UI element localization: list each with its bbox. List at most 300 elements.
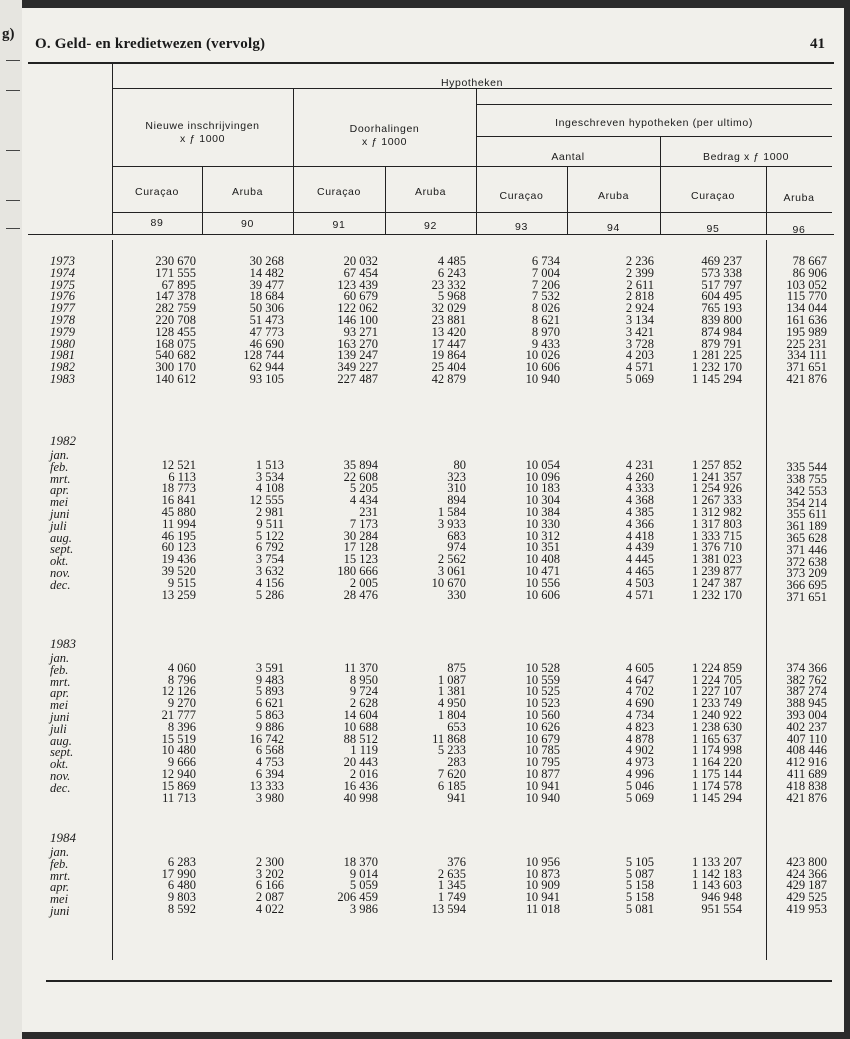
table-cell-c91: 60 679 — [343, 289, 378, 304]
row-label: juni — [50, 904, 70, 918]
table-cell-c96: 86 906 — [792, 265, 827, 280]
page-number: 41 — [810, 36, 825, 52]
table-cell-c90: 4 022 — [255, 902, 284, 916]
table-cell-c90: 16 742 — [249, 731, 284, 746]
table-cell-c93: 10 873 — [525, 866, 560, 881]
row-label: apr. — [50, 483, 70, 498]
table-cell-c90: 6 394 — [255, 767, 284, 781]
table-cell-c96: 354 214 — [786, 495, 827, 510]
col-number: 93 — [515, 221, 528, 233]
table-cell-c95: 573 338 — [701, 265, 742, 280]
table-cell-c89: 12 126 — [161, 684, 196, 699]
table-cell-c94: 2 818 — [625, 289, 654, 304]
table-cell-c95: 1 133 207 — [692, 854, 742, 869]
table-cell-c94: 3 728 — [625, 336, 654, 351]
row-label: mrt. — [50, 674, 71, 689]
table-cell-c96: 419 953 — [786, 902, 827, 916]
table-cell-c92: 1 749 — [437, 890, 466, 905]
table-cell-c94: 3 421 — [625, 324, 654, 339]
table-cell-c93: 7 004 — [531, 265, 560, 280]
table-cell-c90: 47 773 — [249, 324, 284, 339]
table-cell-c94: 4 333 — [625, 481, 654, 496]
table-cell-c96: 161 636 — [786, 313, 827, 327]
table-cell-c95: 839 800 — [701, 313, 742, 327]
table-cell-c91: 11 370 — [344, 660, 378, 675]
top-rule — [28, 62, 834, 64]
table-cell-c93: 10 877 — [525, 767, 560, 781]
table-cell-c91: 16 436 — [343, 778, 378, 793]
table-cell-c89: 13 259 — [161, 587, 196, 602]
table-cell-c90: 62 944 — [249, 360, 284, 375]
table-cell-c95: 1 240 922 — [692, 708, 742, 722]
table-cell-c93: 10 626 — [525, 719, 560, 734]
header-rule — [112, 166, 832, 167]
table-cell-c95: 765 193 — [701, 301, 742, 316]
table-cell-c91: 2 628 — [349, 696, 378, 711]
table-cell-c93: 10 785 — [525, 743, 560, 758]
table-cell-c90: 14 482 — [249, 265, 284, 280]
table-cell-c93: 10 560 — [525, 708, 560, 722]
row-label: mei — [50, 892, 69, 907]
table-cell-c92: 4 950 — [437, 696, 466, 711]
table-cell-c92: 25 404 — [431, 360, 466, 375]
table-cell-c92: 1 345 — [437, 878, 466, 893]
table-cell-c90: 1 513 — [255, 457, 284, 472]
table-cell-c89: 18 773 — [161, 481, 196, 496]
table-cell-c94: 5 081 — [625, 902, 654, 916]
table-cell-c93: 10 351 — [525, 540, 560, 555]
table-cell-c92: 875 — [447, 660, 466, 675]
table-cell-c96: 338 755 — [786, 471, 827, 486]
table-cell-c89: 9 803 — [167, 890, 196, 905]
row-label: 1982 — [50, 360, 75, 375]
stub-divider-body — [112, 240, 113, 960]
table-cell-c93: 10 384 — [525, 505, 560, 519]
table-cell-c89: 67 895 — [161, 277, 196, 292]
col-header-curacao: Curaçao — [135, 186, 179, 198]
table-cell-c90: 4 156 — [255, 575, 284, 590]
row-group-year: 1982 — [50, 433, 76, 448]
table-cell-c95: 1 376 710 — [692, 540, 742, 555]
table-cell-c93: 10 304 — [525, 493, 560, 508]
table-cell-c94: 4 690 — [625, 696, 654, 711]
table-cell-c96: 115 770 — [786, 289, 827, 304]
table-cell-c91: 4 434 — [349, 493, 378, 508]
table-cell-c96: 361 189 — [786, 519, 827, 534]
column-divider-body — [766, 240, 767, 960]
row-label: nov. — [50, 566, 71, 580]
table-cell-c96: 387 274 — [786, 684, 827, 699]
table-cell-c92: 1 804 — [437, 708, 466, 722]
table-cell-c92: 32 029 — [431, 301, 466, 316]
table-cell-c92: 2 635 — [437, 866, 466, 881]
table-cell-c92: 653 — [447, 719, 466, 734]
row-label: mei — [50, 698, 69, 713]
table-cell-c95: 1 164 220 — [692, 755, 742, 770]
table-cell-c92: 23 332 — [431, 277, 466, 292]
table-cell-c95: 879 791 — [701, 336, 742, 351]
header-hypotheken: Hypotheken — [440, 77, 504, 89]
table-cell-c94: 4 203 — [625, 348, 654, 363]
header-nieuwe-unit: x ƒ 1000 — [179, 133, 226, 145]
table-cell-c89: 12 521 — [161, 457, 196, 472]
table-cell-c96: 412 916 — [786, 755, 827, 770]
table-cell-c96: 411 689 — [786, 767, 827, 781]
table-cell-c90: 3 980 — [255, 790, 284, 805]
row-label: dec. — [50, 780, 71, 795]
spine-mark — [6, 150, 20, 151]
table-cell-c96: 365 628 — [786, 530, 827, 545]
row-label: mrt. — [50, 471, 71, 486]
row-label: aug. — [50, 530, 72, 545]
table-cell-c94: 2 924 — [625, 301, 654, 316]
table-cell-c96: 103 052 — [786, 277, 827, 292]
table-cell-c90: 9 483 — [255, 672, 284, 687]
table-cell-c92: 283 — [447, 755, 466, 770]
table-cell-c96: 371 651 — [786, 360, 827, 375]
table-cell-c93: 10 054 — [525, 457, 560, 472]
table-cell-c94: 4 465 — [625, 564, 654, 578]
table-cell-c89: 17 990 — [161, 866, 196, 881]
header-doorhalingen: Doorhalingen — [349, 123, 420, 135]
table-cell-c94: 4 734 — [625, 708, 654, 722]
row-label: juli — [50, 721, 67, 736]
table-cell-c94: 5 046 — [625, 778, 654, 793]
table-cell-c89: 9 270 — [167, 696, 196, 711]
row-label: aug. — [50, 733, 72, 748]
table-cell-c95: 1 233 749 — [692, 696, 742, 711]
table-cell-c94: 4 702 — [625, 684, 654, 699]
table-cell-c95: 1 254 926 — [692, 481, 742, 496]
table-cell-c91: 2 016 — [349, 767, 378, 781]
table-cell-c96: 366 695 — [786, 578, 827, 593]
table-cell-c95: 1 257 852 — [692, 457, 742, 472]
table-cell-c91: 22 608 — [343, 469, 378, 484]
table-cell-c94: 4 366 — [625, 516, 654, 531]
table-cell-c94: 5 087 — [625, 866, 654, 881]
table-cell-c96: 388 945 — [786, 696, 827, 711]
row-label: dec. — [50, 577, 71, 592]
spine-mark — [6, 90, 20, 91]
table-cell-c93: 10 940 — [525, 372, 560, 386]
table-cell-c93: 8 970 — [531, 324, 560, 339]
table-cell-c94: 5 105 — [625, 854, 654, 869]
table-cell-c91: 20 032 — [343, 254, 378, 268]
table-cell-c91: 20 443 — [343, 755, 378, 770]
table-cell-c89: 21 777 — [161, 708, 196, 722]
table-cell-c92: 7 620 — [437, 767, 466, 781]
table-cell-c95: 1 239 877 — [692, 564, 742, 578]
table-cell-c93: 6 734 — [531, 254, 560, 268]
table-cell-c96: 342 553 — [786, 483, 827, 498]
table-cell-c91: 17 128 — [343, 540, 378, 555]
table-cell-c94: 4 823 — [625, 719, 654, 734]
row-label: sept. — [50, 745, 74, 760]
table-cell-c89: 4 060 — [167, 660, 196, 675]
table-cell-c92: 894 — [447, 493, 466, 508]
table-cell-c92: 6 243 — [437, 265, 466, 280]
col-header-curacao: Curaçao — [691, 190, 735, 202]
table-cell-c90: 18 684 — [249, 289, 284, 304]
table-cell-c96: 371 446 — [786, 542, 827, 557]
table-cell-c89: 8 592 — [167, 902, 196, 916]
table-cell-c91: 1 119 — [350, 743, 378, 758]
row-label: feb. — [50, 459, 69, 474]
table-cell-c89: 147 378 — [155, 289, 196, 304]
row-label: 1974 — [50, 265, 75, 280]
table-cell-c94: 4 231 — [625, 457, 654, 472]
table-cell-c91: 9 724 — [349, 684, 378, 699]
table-cell-c92: 310 — [447, 481, 466, 496]
table-cell-c90: 6 792 — [255, 540, 284, 555]
row-label: juni — [50, 507, 70, 521]
table-cell-c93: 8 621 — [531, 313, 560, 327]
table-cell-c91: 30 284 — [343, 528, 378, 543]
header-nieuwe-inschrijvingen: Nieuwe inschrijvingen — [145, 120, 260, 132]
table-cell-c94: 4 902 — [625, 743, 654, 758]
table-cell-c94: 4 996 — [625, 767, 654, 781]
table-cell-c96: 418 838 — [786, 778, 827, 793]
table-cell-c91: 5 205 — [349, 481, 378, 496]
table-cell-c92: 6 185 — [437, 778, 466, 793]
row-label: apr. — [50, 880, 70, 895]
row-label: feb. — [50, 856, 69, 871]
row-label: 1979 — [50, 324, 75, 339]
table-cell-c96: 423 800 — [786, 854, 827, 869]
row-label: apr. — [50, 686, 70, 701]
table-cell-c95: 1 145 294 — [692, 372, 742, 386]
table-cell-c96: 134 044 — [786, 301, 827, 316]
table-cell-c96: 355 611 — [786, 507, 827, 522]
table-cell-c95: 1 175 144 — [692, 767, 742, 781]
table-cell-c95: 1 241 357 — [692, 469, 742, 484]
header-doorhalingen-unit: x ƒ 1000 — [361, 136, 408, 148]
table-cell-c89: 6 283 — [167, 854, 196, 869]
table-cell-c95: 1 174 998 — [692, 743, 742, 758]
col-number: 96 — [792, 224, 806, 236]
col-number: 91 — [332, 219, 346, 231]
table-cell-c95: 1 232 170 — [692, 360, 742, 375]
table-cell-c93: 10 026 — [525, 348, 560, 363]
table-cell-c92: 941 — [447, 790, 466, 805]
table-cell-c94: 2 236 — [625, 254, 654, 268]
table-cell-c92: 323 — [447, 469, 466, 484]
header-rule — [476, 136, 832, 137]
table-cell-c96: 334 111 — [787, 348, 827, 363]
bottom-rule — [46, 980, 832, 982]
table-cell-c91: 206 459 — [337, 890, 378, 905]
table-cell-c89: 6 480 — [167, 878, 196, 893]
table-cell-c93: 10 956 — [525, 854, 560, 869]
table-cell-c95: 604 495 — [701, 289, 742, 304]
table-cell-c94: 4 368 — [625, 493, 654, 508]
table-cell-c95: 874 984 — [701, 324, 742, 339]
row-label: nov. — [50, 769, 71, 783]
table-cell-c90: 2 087 — [255, 890, 284, 905]
table-cell-c93: 10 471 — [525, 564, 560, 578]
header-aantal: Aantal — [551, 151, 585, 163]
table-cell-c91: 28 476 — [343, 587, 378, 602]
row-label: mrt. — [50, 868, 71, 883]
table-cell-c95: 1 224 705 — [692, 672, 742, 687]
table-cell-c94: 5 069 — [625, 790, 654, 805]
table-cell-c93: 10 523 — [525, 696, 560, 711]
table-cell-c89: 15 519 — [161, 731, 196, 746]
table-cell-c95: 1 381 023 — [692, 552, 742, 567]
row-label: feb. — [50, 662, 69, 677]
row-group-year: 1984 — [50, 830, 76, 845]
table-cell-c92: 11 868 — [432, 731, 466, 746]
table-cell-c90: 4 108 — [255, 481, 284, 496]
table-cell-c91: 14 604 — [343, 708, 378, 722]
table-cell-c96: 195 989 — [786, 324, 827, 339]
row-label: 1981 — [50, 348, 75, 363]
table-cell-c90: 2 300 — [255, 854, 284, 869]
table-cell-c91: 93 271 — [343, 324, 378, 339]
table-cell-c91: 35 894 — [343, 457, 378, 472]
table-cell-c96: 225 231 — [786, 336, 827, 351]
table-cell-c92: 23 881 — [431, 313, 466, 327]
table-cell-c91: 180 666 — [337, 564, 378, 578]
table-cell-c94: 2 611 — [626, 277, 654, 292]
table-cell-c92: 5 233 — [437, 743, 466, 758]
col-header-curacao: Curaçao — [317, 186, 361, 198]
table-cell-c92: 683 — [447, 528, 466, 543]
table-cell-c89: 16 841 — [161, 493, 196, 508]
spine-label: g) — [2, 26, 15, 42]
row-label: okt. — [50, 757, 69, 772]
table-cell-c93: 10 096 — [525, 469, 560, 484]
table-cell-c89: 8 796 — [167, 672, 196, 687]
table-cell-c95: 946 948 — [701, 890, 742, 905]
row-label: jan. — [50, 448, 70, 462]
table-cell-c90: 3 632 — [255, 564, 284, 578]
spine-mark — [6, 200, 20, 201]
table-cell-c94: 3 134 — [625, 313, 654, 327]
table-cell-c96: 402 237 — [786, 719, 827, 734]
table-cell-c91: 5 059 — [349, 878, 378, 893]
table-cell-c91: 7 173 — [349, 516, 378, 531]
table-cell-c89: 11 994 — [162, 516, 196, 531]
row-label: 1978 — [50, 313, 75, 327]
table-cell-c93: 8 026 — [531, 301, 560, 316]
table-cell-c90: 46 690 — [249, 336, 284, 351]
table-cell-c92: 13 594 — [431, 902, 466, 916]
table-cell-c94: 2 399 — [625, 265, 654, 280]
table-cell-c89: 168 075 — [155, 336, 196, 351]
table-cell-c90: 39 477 — [249, 277, 284, 292]
table-cell-c90: 30 268 — [249, 254, 284, 268]
table-cell-c95: 951 554 — [701, 902, 742, 916]
table-cell-c89: 300 170 — [155, 360, 196, 375]
table-cell-c90: 5 286 — [255, 587, 284, 602]
table-cell-c93: 10 606 — [525, 587, 560, 602]
table-cell-c91: 231 — [359, 505, 378, 519]
col-number: 94 — [607, 222, 620, 234]
table-cell-c96: 429 525 — [786, 890, 827, 905]
table-cell-c92: 3 061 — [437, 564, 466, 578]
table-cell-c95: 1 267 333 — [692, 493, 742, 508]
table-cell-c90: 13 333 — [249, 778, 284, 793]
table-cell-c95: 1 224 859 — [692, 660, 742, 675]
table-cell-c90: 51 473 — [249, 313, 284, 327]
table-cell-c96: 335 544 — [786, 460, 827, 475]
table-cell-c90: 50 306 — [249, 301, 284, 316]
table-cell-c91: 123 439 — [337, 277, 378, 292]
table-cell-c93: 10 795 — [525, 755, 560, 770]
table-cell-c89: 60 123 — [161, 540, 196, 555]
table-cell-c94: 4 439 — [625, 540, 654, 555]
table-cell-c92: 1 087 — [437, 672, 466, 687]
table-cell-c94: 4 503 — [625, 575, 654, 590]
table-cell-c92: 376 — [447, 854, 466, 869]
table-cell-c94: 4 385 — [625, 505, 654, 519]
table-cell-c91: 2 005 — [349, 575, 378, 590]
table-cell-c95: 1 232 170 — [692, 587, 742, 602]
table-cell-c89: 39 520 — [161, 564, 196, 578]
table-cell-c93: 10 909 — [525, 878, 560, 893]
table-cell-c96: 424 366 — [786, 866, 827, 881]
table-cell-c90: 3 202 — [255, 866, 284, 881]
table-cell-c95: 1 145 294 — [692, 790, 742, 805]
table-cell-c92: 3 933 — [437, 516, 466, 531]
table-cell-c92: 80 — [453, 457, 466, 472]
col-number: 95 — [706, 223, 720, 235]
table-cell-c94: 4 605 — [625, 660, 654, 675]
table-cell-c94: 4 571 — [625, 360, 654, 375]
table-cell-c93: 10 559 — [525, 672, 560, 687]
table-cell-c93: 10 183 — [525, 481, 560, 496]
table-cell-c96: 421 876 — [786, 372, 827, 386]
table-cell-c90: 93 105 — [249, 372, 284, 386]
table-cell-c93: 10 525 — [525, 684, 560, 699]
table-cell-c95: 1 281 225 — [692, 348, 742, 363]
table-cell-c96: 78 667 — [792, 254, 827, 268]
table-cell-c93: 7 532 — [531, 289, 560, 304]
table-cell-c90: 4 753 — [255, 755, 284, 770]
table-cell-c89: 9 666 — [167, 755, 196, 770]
table-cell-c89: 46 195 — [161, 528, 196, 543]
table-cell-c92: 10 670 — [431, 575, 466, 590]
table-cell-c91: 40 998 — [343, 790, 378, 805]
row-label: jan. — [50, 845, 70, 859]
table-cell-c92: 13 420 — [431, 324, 466, 339]
table-cell-c92: 42 879 — [431, 372, 466, 386]
table-cell-c89: 128 455 — [155, 324, 196, 339]
table-cell-c91: 88 512 — [343, 731, 378, 746]
table-cell-c91: 15 123 — [343, 552, 378, 567]
table-cell-c89: 11 713 — [162, 790, 196, 805]
table-cell-c90: 3 754 — [255, 552, 284, 567]
table-cell-c94: 5 069 — [625, 372, 654, 386]
col-header-aruba: Aruba — [231, 186, 264, 198]
row-label: 1975 — [50, 277, 75, 292]
col-header-aruba: Aruba — [597, 190, 630, 202]
table-cell-c89: 10 480 — [161, 743, 196, 758]
table-cell-c89: 9 515 — [167, 575, 196, 590]
row-label: 1973 — [50, 254, 75, 268]
row-label: jan. — [50, 651, 70, 665]
table-cell-c95: 1 143 603 — [692, 878, 742, 893]
table-cell-c90: 5 893 — [255, 684, 284, 699]
table-cell-c94: 4 418 — [625, 528, 654, 543]
table-cell-c96: 407 110 — [786, 731, 827, 746]
table-cell-c94: 4 445 — [625, 552, 654, 567]
row-label: 1977 — [50, 301, 75, 316]
table-cell-c89: 171 555 — [155, 265, 196, 280]
table-cell-c92: 5 968 — [437, 289, 466, 304]
table-cell-c93: 10 556 — [525, 575, 560, 590]
